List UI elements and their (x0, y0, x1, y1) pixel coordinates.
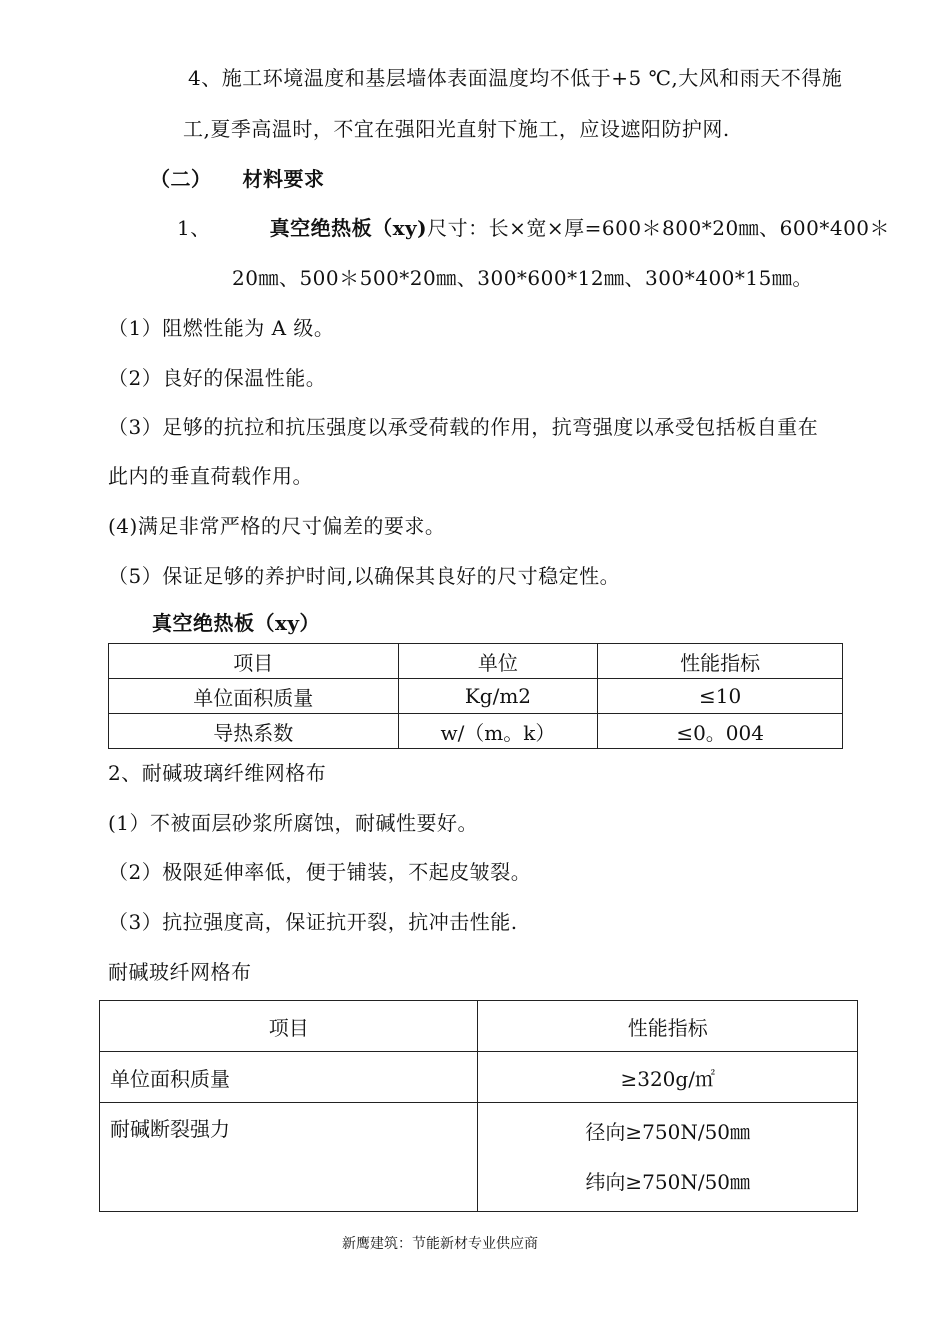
header-cell: 项目 (109, 644, 399, 679)
mesh-requirement-2: （2）极限延伸率低，便于铺装，不起皮皱裂。 (108, 860, 532, 884)
table-cell: 耐碱断裂强力 (100, 1103, 478, 1212)
table-cell: ≥320g/㎡ (478, 1052, 858, 1103)
item-2-heading: 2、耐碱玻璃纤维网格布 (108, 761, 327, 785)
header-cell: 性能指标 (478, 1001, 858, 1052)
mesh-requirement-1: (1）不被面层砂浆所腐蚀，耐碱性要好。 (108, 811, 479, 835)
table-header-row (100, 1001, 858, 1052)
table-row (109, 714, 843, 749)
table-1-title: 真空绝热板（xy） (152, 611, 321, 635)
table-cell: 导热系数 (109, 714, 399, 749)
table-2-title: 耐碱玻纤网格布 (108, 960, 252, 984)
header-cell: 性能指标 (598, 644, 843, 679)
weft-strength-value: 纬向≥750N/50㎜ (585, 1170, 751, 1194)
requirement-2: （2）良好的保温性能。 (108, 366, 327, 390)
mesh-fabric-table (99, 1000, 858, 1212)
table-row (109, 679, 843, 714)
header-cell: 项目 (100, 1001, 478, 1052)
section-heading-materials: （二） 材料要求 (150, 167, 325, 191)
item-1-number: 1、 (177, 216, 211, 240)
vacuum-panel-table (108, 643, 843, 749)
warp-strength-value: 径向≥750N/50㎜ (585, 1120, 751, 1144)
paragraph-4-line-1: 4、施工环境温度和基层墙体表面温度均不低于+5 ℃,大风和雨天不得施 (188, 66, 843, 90)
table-row (100, 1052, 858, 1103)
table-cell: ≤0。004 (598, 714, 843, 749)
mesh-requirement-3: （3）抗拉强度高，保证抗开裂，抗冲击性能. (108, 910, 518, 934)
requirement-3-line-2: 此内的垂直荷载作用。 (108, 464, 313, 488)
table-cell: w/（m。k） (398, 714, 598, 749)
table-cell: Kg/m2 (398, 679, 598, 714)
item-1-line-2: 20㎜、500＊500*20㎜、300*600*12㎜、300*400*15㎜。 (232, 266, 813, 290)
item-1-title: 真空绝热板（xy) (269, 216, 428, 240)
header-cell: 单位 (398, 644, 598, 679)
paragraph-4-line-2: 工,夏季高温时，不宜在强阳光直射下施工，应设遮阳防护网. (183, 117, 730, 141)
requirement-5: （5）保证足够的养护时间,以确保其良好的尺寸稳定性。 (108, 564, 621, 588)
item-1-size-text: 尺寸：长×宽×厚=600＊800*20㎜、600*400＊ (427, 216, 891, 240)
requirement-3-line-1: （3）足够的抗拉和抗压强度以承受荷载的作用，抗弯强度以承受包括板自重在 (108, 415, 819, 439)
table-cell-multi (478, 1103, 858, 1212)
table-cell: 单位面积质量 (100, 1052, 478, 1103)
requirement-4: (4)满足非常严格的尺寸偏差的要求。 (108, 514, 446, 538)
table-header-row (109, 644, 843, 679)
table-cell: ≤10 (598, 679, 843, 714)
table-cell: 单位面积质量 (109, 679, 399, 714)
page-footer: 新鹰建筑：节能新材专业供应商 (342, 1236, 538, 1252)
item-1-line-1 (177, 214, 890, 242)
requirement-1: （1）阻燃性能为 A 级。 (108, 316, 335, 340)
table-row (100, 1103, 858, 1212)
